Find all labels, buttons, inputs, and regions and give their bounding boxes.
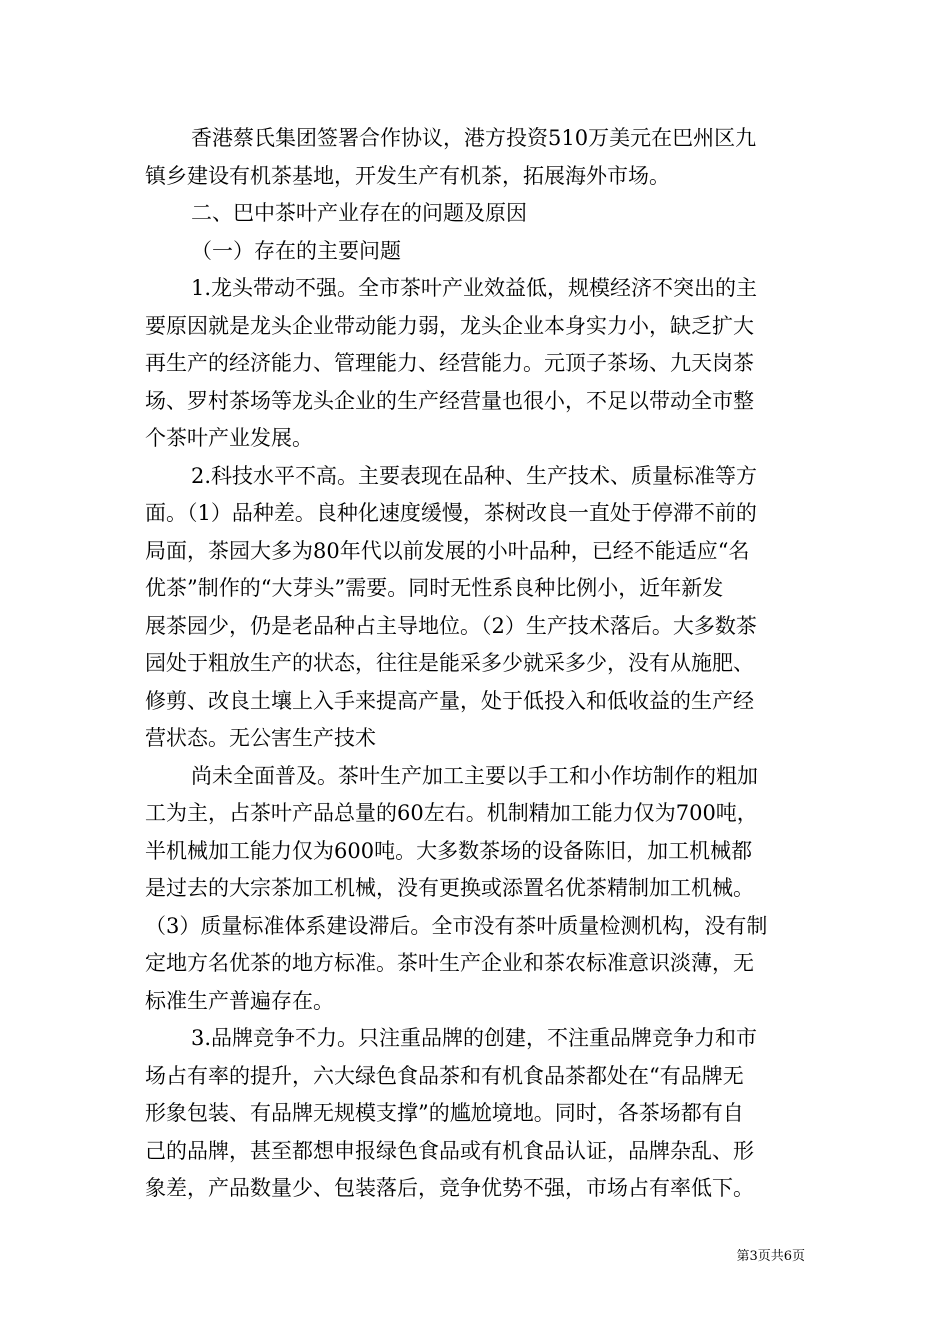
subsection-heading: （一）存在的主要问题	[191, 238, 401, 263]
document-body	[145, 120, 817, 1208]
paragraph-line: 营状态。无公害生产技术	[145, 726, 376, 750]
paragraph-line: 尚未全面普及。茶叶生产加工主要以手工和小作坊制作的粗加	[191, 763, 758, 788]
paragraph-line: 优茶”制作的“大芽头”需要。同时无性系良种比例小，近年新发	[145, 576, 724, 600]
section-heading: 二、巴中茶叶产业存在的问题及原因	[191, 201, 527, 225]
paragraph-line: 1.龙头带动不强。全市茶叶产业效益低，规模经济不突出的主	[191, 276, 758, 300]
paragraph-line: 工为主，占茶叶产品总量的60左右。机制精加工能力仅为700吨，	[145, 801, 758, 825]
paragraph-line: 场占有率的提升，六大绿色食品茶和有机食品茶都处在“有品牌无	[145, 1063, 744, 1088]
paragraph-line: 局面，茶园大多为80年代以前发展的小叶品种，已经不能适应“名	[145, 538, 750, 563]
paragraph-line: 形象包装、有品牌无规模支撑”的尴尬境地。同时，各茶场都有自	[145, 1101, 744, 1125]
paragraph-line: 镇乡建设有机茶基地，开发生产有机茶，拓展海外市场。	[145, 163, 670, 188]
paragraph-line: 园处于粗放生产的状态，往往是能采多少就采多少，没有从施肥、	[145, 651, 754, 675]
paragraph-line: 象差，产品数量少、包装落后，竞争优势不强，市场占有率低下。	[145, 1176, 754, 1200]
paragraph-line: 己的品牌，甚至都想申报绿色食品或有机食品认证，品牌杂乱、形	[145, 1138, 754, 1163]
paragraph-line: 香港蔡氏集团签署合作协议，港方投资510万美元在巴州区九	[191, 126, 757, 150]
paragraph-line: 面。（1）品种差。良种化速度缓慢，茶树改良一直处于停滞不前的	[145, 501, 757, 525]
paragraph-line: 场、罗村茶场等龙头企业的生产经营量也很小，不足以带动全市整	[145, 388, 754, 413]
paragraph-line: 2.科技水平不高。主要表现在品种、生产技术、质量标准等方	[191, 463, 758, 488]
paragraph-line: 半机械加工能力仅为600吨。大多数茶场的设备陈旧，加工机械都	[145, 838, 753, 863]
paragraph-line: 展茶园少，仍是老品种占主导地位。（2）生产技术落后。大多数茶	[145, 613, 757, 638]
paragraph-line: 个茶叶产业发展。	[145, 426, 313, 450]
paragraph-line: 定地方名优茶的地方标准。茶叶生产企业和茶农标准意识淡薄，无	[145, 951, 754, 975]
paragraph-line: 修剪、改良土壤上入手来提高产量，处于低投入和低收益的生产经	[145, 688, 754, 713]
paragraph-line: 再生产的经济能力、管理能力、经营能力。元顶子茶场、九天岗茶	[145, 351, 754, 375]
paragraph-line: 要原因就是龙头企业带动能力弱，龙头企业本身实力小，缺乏扩大	[145, 313, 754, 338]
paragraph-line: （3）质量标准体系建设滞后。全市没有茶叶质量检测机构，没有制	[145, 913, 768, 938]
page-number: 第3页共6页	[736, 1249, 805, 1264]
paragraph-line: 是过去的大宗茶加工机械，没有更换或添置名优茶精制加工机械。	[145, 876, 754, 900]
paragraph-line: 3.品牌竞争不力。只注重品牌的创建，不注重品牌竞争力和市	[191, 1026, 758, 1050]
paragraph-line: 标准生产普遍存在。	[145, 988, 334, 1013]
